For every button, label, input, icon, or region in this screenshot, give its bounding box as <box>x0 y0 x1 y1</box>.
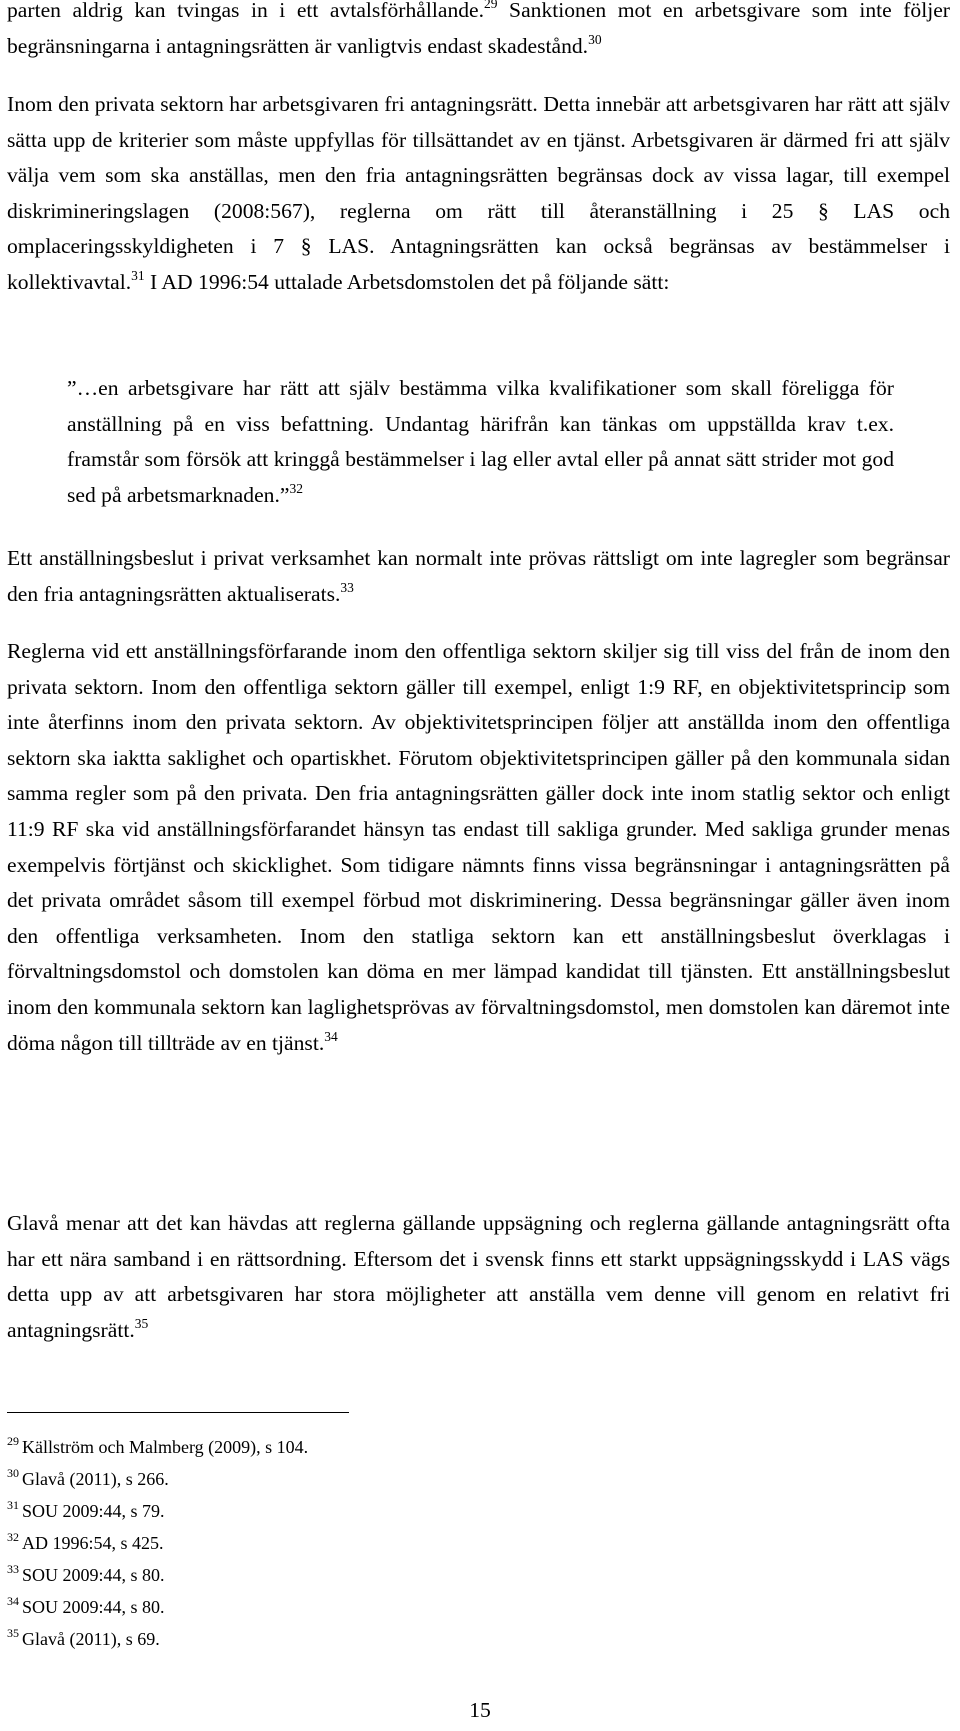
footnote-ref-35: 35 <box>134 1315 149 1331</box>
footnote-text: Glavå (2011), s 266. <box>22 1469 169 1489</box>
footnote-number: 30 <box>7 1466 19 1480</box>
footnote-separator <box>7 1412 349 1413</box>
paragraph-1 <box>7 0 950 64</box>
paragraph-1-text-a: parten aldrig kan tvingas in i ett avtalsförhållande. <box>7 0 485 22</box>
footnote-number: 33 <box>7 1562 19 1576</box>
block-quote-text: ”…en arbetsgivare har rätt att själv bestämma vilka kvalifikationer som skall föreligga för anställning på en viss befattning. Undantag härifrån kan tänkas om uppställda krav t.ex. framstår som försök att kringgå bestämmelser i lag eller avtal eller på annat sätt strider mot god sed på arbetsmarknaden.” <box>67 376 894 507</box>
footnote-text: SOU 2009:44, s 80. <box>22 1597 165 1617</box>
paragraph-3 <box>7 541 950 612</box>
footnote-ref-31: 31 <box>131 267 145 283</box>
footnote-item <box>7 1623 308 1655</box>
footnote-ref-32: 32 <box>289 480 303 496</box>
footnote-item <box>7 1431 308 1463</box>
paragraph-3-text: Ett anställningsbeslut i privat verksamhet kan normalt inte prövas rättsligt om inte lagregler som begränsar den fria antagningsrätten aktualiserats. <box>7 546 950 606</box>
footnote-ref-30: 30 <box>588 31 602 47</box>
paragraph-2-text-b: I AD 1996:54 uttalade Arbetsdomstolen det på följande sätt: <box>144 269 670 294</box>
footnote-text: SOU 2009:44, s 79. <box>22 1501 165 1521</box>
footnote-number: 29 <box>7 1434 19 1448</box>
footnote-ref-33: 33 <box>340 579 354 595</box>
footnote-item <box>7 1527 308 1559</box>
paragraph-5-text: Glavå menar att det kan hävdas att reglerna gällande uppsägning och reglerna gällande antagningsrätt ofta har ett nära samband i en rättsordning. Eftersom det i svensk finns ett starkt uppsägningsskydd i LAS vägs detta upp av att arbetsgivaren har stora möjligheter att anställa vem denne vill genom en relativt fri antagningsrätt. <box>7 1211 950 1342</box>
page-number: 15 <box>469 1698 491 1722</box>
footnote-number: 34 <box>7 1594 19 1608</box>
paragraph-4 <box>7 634 950 1061</box>
footnote-text: AD 1996:54, s 425. <box>22 1533 164 1553</box>
footnote-item <box>7 1495 308 1527</box>
footnote-item <box>7 1559 308 1591</box>
footnote-text: SOU 2009:44, s 80. <box>22 1565 165 1585</box>
paragraph-2 <box>7 87 950 301</box>
paragraph-4-text: Reglerna vid ett anställningsförfarande inom den offentliga sektorn skiljer sig till viss del från de inom den privata sektorn. Inom den offentliga sektorn gäller till exempel, enligt 1:9 RF, en objektivitetsprincip som inte återfinns inom den privata sektorn. Av objektivitetsprincipen följer att anställda inom den offentliga sektorn ska iaktta saklighet och opartiskhet. Förutom objektivitetsprincipen gäller på den kommunala sidan samma regler som på den privata. Den fria antagningsrätten gäller dock inte inom statlig sektor och enligt 11:9 RF ska vid anställningsförfarandet hänsyn tas endast till sakliga grunder. Med sakliga grunder menas exempelvis förtjänst och skicklighet. Som tidigare nämnts finns vissa begränsningar i antagningsrätten på det privata området såsom till exempel förbud mot diskriminering. Dessa begränsningar gäller även inom den offentliga verksamheten. Inom den statliga sektorn kan ett anställningsbeslut överklagas i förvaltningsdomstol och domstolen kan döma en mer lämpad kandidat till tjänsten. Ett anställningsbeslut inom den kommunala sektorn kan laglighetsprövas av förvaltningsdomstol, men domstolen kan däremot inte döma någon till tillträde av en tjänst. <box>7 639 950 1055</box>
footnote-item <box>7 1591 308 1623</box>
paragraph-1-text-b: Sanktionen mot en arbetsgivare som inte följer begränsningarna i antagningsrätten är vanligtvis endast skadestånd. <box>7 0 950 58</box>
footnote-number: 32 <box>7 1530 19 1544</box>
block-quote <box>67 371 894 513</box>
footnote-ref-29: 29 <box>484 0 498 11</box>
footnote-number: 31 <box>7 1498 19 1512</box>
paragraph-5 <box>7 1206 950 1348</box>
footnote-text: Glavå (2011), s 69. <box>22 1629 160 1649</box>
footnote-number: 35 <box>7 1626 19 1640</box>
footnote-item <box>7 1463 308 1495</box>
paragraph-2-text-a: Inom den privata sektorn har arbetsgivaren fri antagningsrätt. Detta innebär att arbetsgivaren har rätt att själv sätta upp de kriterier som måste uppfyllas för tillsättandet av en tjänst. Arbetsgivaren är därmed fri att själv välja vem som ska anställas, men den fria antagningsrätten begränsas dock av vissa lagar, till exempel diskrimineringslagen (2008:567), reglerna om rätt till återanställning i 25 § LAS och omplaceringsskyldigheten i 7 § LAS. Antagningsrätten kan också begränsas av bestämmelser i kollektivavtal. <box>7 92 950 294</box>
footnote-ref-34: 34 <box>324 1028 338 1044</box>
footnote-text: Källström och Malmberg (2009), s 104. <box>22 1437 309 1457</box>
footnote-list <box>7 1431 308 1655</box>
